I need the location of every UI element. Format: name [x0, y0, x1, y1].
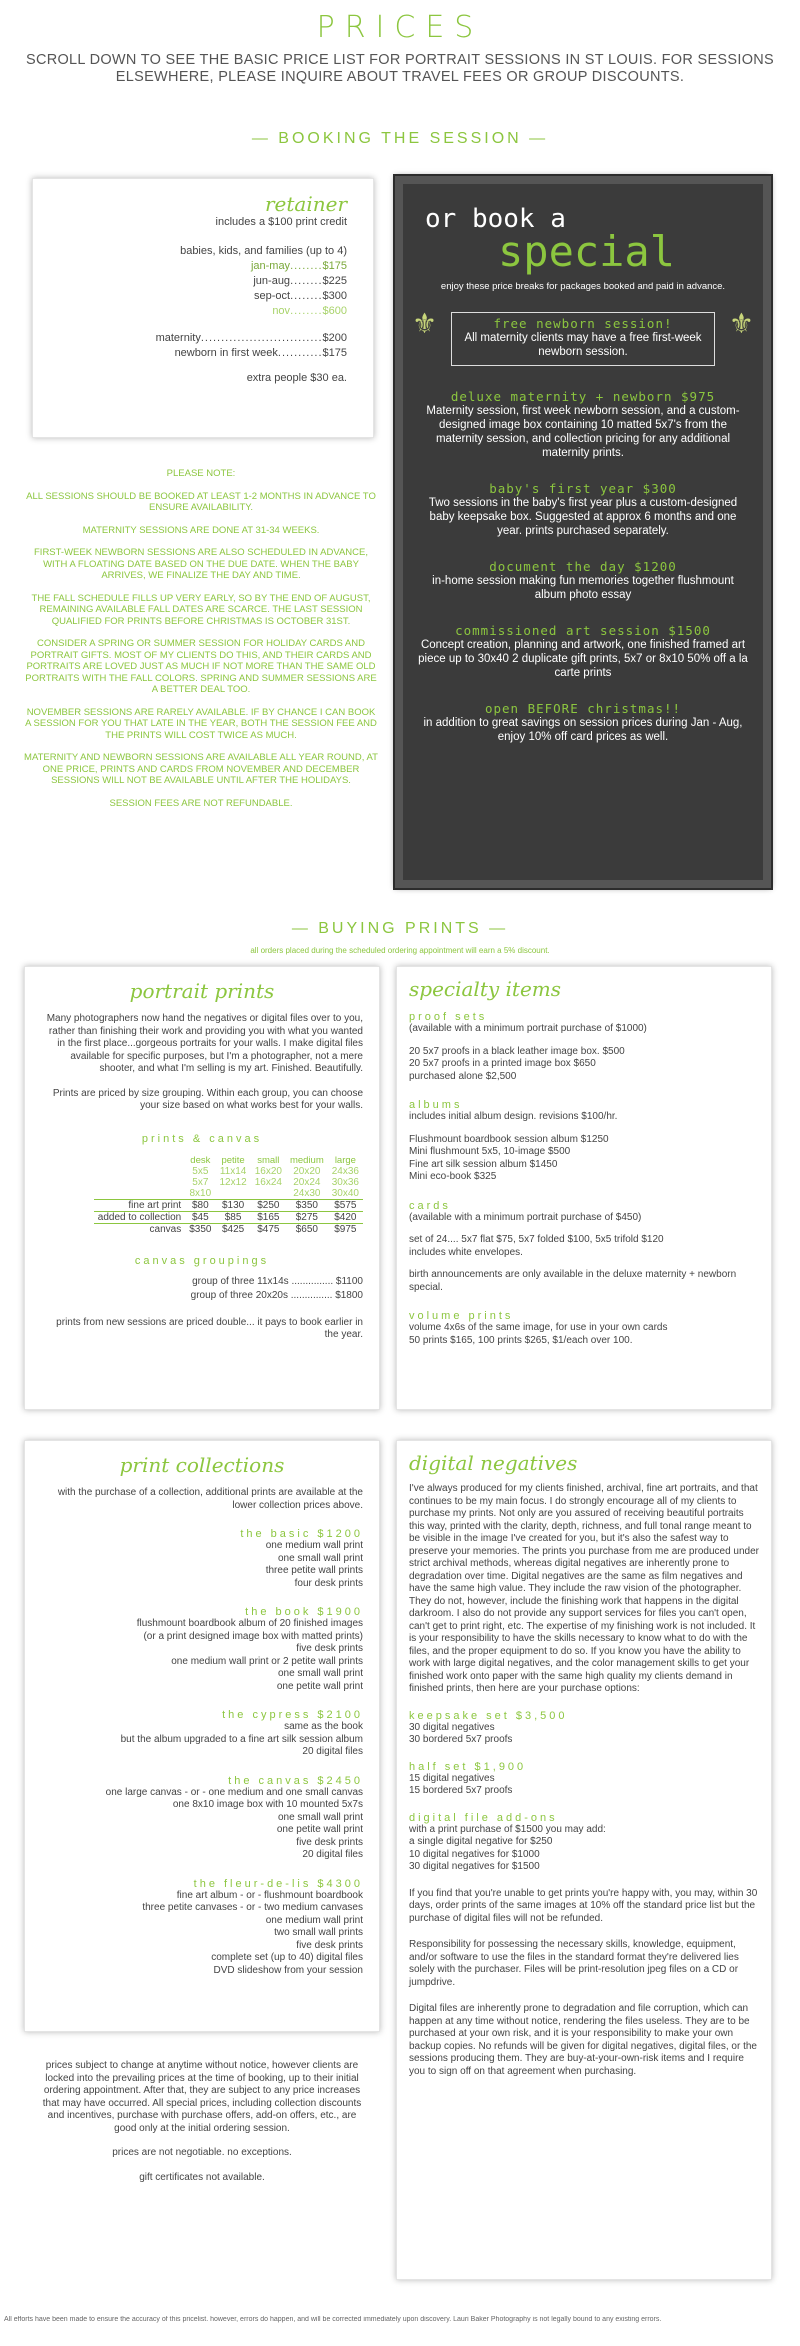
digital-set [409, 1710, 759, 1747]
extra-people: extra people $30 ea. [246, 372, 347, 384]
collection-item [41, 1878, 363, 1978]
collection-items [41, 1528, 363, 1977]
size-cell: 20x20 [293, 1165, 321, 1177]
size-cell: 24x30 [293, 1187, 321, 1199]
size-label-cell [94, 1177, 185, 1188]
specialty-line: purchased alone $2,500 [409, 1070, 517, 1082]
please-note [24, 468, 378, 820]
digital-set-line: 30 bordered 5x7 proofs [409, 1734, 513, 1745]
collection-line: complete set (up to 40) digital files [211, 1952, 363, 1963]
buying-heading: — BUYING PRINTS — [291, 920, 509, 937]
digital-title: digital negatives [409, 1451, 578, 1475]
specialty-section [409, 1099, 759, 1184]
collection-name: the basic $1200 [240, 1528, 363, 1540]
special-package [417, 390, 749, 460]
column-header: large [334, 1154, 356, 1166]
specialty-line: 50 prints $165, 100 prints $265, $1/each over 100. [409, 1334, 633, 1346]
specialty-items-card [396, 966, 772, 1410]
collection-name: the cypress $2100 [222, 1709, 363, 1721]
size-cell: 12x12 [219, 1176, 247, 1188]
digital-paragraphs [409, 1888, 759, 2079]
size-cell: 5x7 [192, 1176, 209, 1188]
size-cell [251, 1188, 286, 1200]
specialty-line: Mini flushmount 5x5, 10-image $500 [409, 1146, 571, 1157]
specialty-line [409, 1259, 759, 1269]
size-label-cell [94, 1166, 185, 1177]
package-name: baby's first year $300 [489, 481, 677, 496]
specialty-line: 20 5x7 proofs in a black leather image box. $500 [409, 1045, 625, 1057]
retainer-extra-row [33, 331, 347, 346]
package-text: in-home session making fun memories together flushmount album photo essay [432, 575, 734, 601]
size-cell: 30x40 [331, 1187, 359, 1199]
column-header: petite [221, 1154, 245, 1166]
collection-line: five desk prints [296, 1836, 363, 1848]
package-text: in addition to great savings on session prices during Jan - Aug, enjoy 10% off card prices as well. [423, 717, 743, 743]
note-paragraphs [24, 491, 378, 810]
collection-name: the book $1900 [245, 1606, 363, 1618]
digital-set-name: keepsake set $3,500 [409, 1709, 568, 1722]
portrait-title: portrait prints [129, 979, 275, 1003]
specialty-line: 20 5x7 proofs in a printed image box $650 [409, 1058, 596, 1069]
digital-set-name: digital file add-ons [409, 1811, 558, 1824]
specialty-line: birth announcements are only available in the deluxe maternity + newborn special. [409, 1269, 737, 1293]
retainer-row [33, 259, 347, 274]
specialty-line: Fine art silk session album $1450 [409, 1158, 558, 1170]
collection-line: three petite wall prints [265, 1565, 363, 1576]
collection-line: one small wall print [277, 1668, 363, 1679]
page-title: PRICES [316, 10, 484, 45]
retainer-title: retainer [264, 192, 347, 216]
note-paragraph: ALL SESSIONS SHOULD BE BOOKED AT LEAST 1-2 MONTHS IN ADVANCE TO ENSURE AVAILABILITY. [26, 490, 376, 513]
collection-item [41, 1775, 363, 1862]
grouping-label: group of three 11x14s [192, 1275, 289, 1287]
collection-line: one petite wall print [276, 1680, 363, 1692]
collection-name: the fleur-de-lis $4300 [193, 1877, 363, 1890]
special-title-b: special [498, 227, 676, 276]
retainer-extra-row [33, 346, 347, 361]
specialty-line: Flushmount boardbook session album $1250 [409, 1133, 609, 1145]
retainer-extra-label: newborn in first week [174, 347, 278, 359]
specialty-line: Mini eco-book $325 [409, 1171, 497, 1182]
price-cell: $350 [189, 1223, 212, 1235]
retainer-row [33, 274, 347, 289]
specialty-line: includes initial album design. revisions $100/hr. [409, 1111, 618, 1122]
size-cell: 11x14 [219, 1165, 247, 1177]
collections-footer-paragraph: prices subject to change at anytime without notice, however clients are locked into the prevailing prices at the time of booking, up to their initial ordering appointment. After that, they are subject to any price increases that may have occurred. All special prices, including collection discounts and incentives, purchase with purchase offers, add-on offers, etc., are good only at the initial ordering session. [42, 2060, 362, 2134]
collection-line: five desk prints [296, 1939, 363, 1951]
retainer-group: babies, kids, and families (up to 4) [180, 245, 347, 257]
retainer-row [33, 289, 347, 304]
price-cell: $475 [257, 1223, 280, 1235]
specialty-heading: proof sets [409, 1011, 488, 1023]
collection-name: the canvas $2450 [228, 1774, 363, 1787]
collection-line: flushmount boardbook album of 20 finished images [136, 1618, 363, 1629]
retainer-row-label: sep-oct [253, 290, 291, 302]
size-label-cell [94, 1188, 185, 1200]
leader-dots: ........ [290, 275, 323, 287]
leader-dots: .............................. [200, 332, 323, 344]
fleur-de-lis-icon-right: ⚜ [728, 308, 754, 339]
leader-dots: ........ [290, 290, 323, 302]
collection-line: three petite canvases - or - two medium canvases [142, 1902, 363, 1913]
price-table [94, 1155, 363, 1235]
collection-line: 20 digital files [302, 1849, 363, 1860]
digital-set-line: 15 digital negatives [409, 1772, 495, 1784]
digital-set [409, 1761, 759, 1798]
special-package [417, 482, 749, 538]
price-cell: $85 [224, 1211, 242, 1223]
price-cell: $350 [295, 1199, 318, 1211]
free-newborn-box [412, 308, 754, 366]
specialty-heading: cards [409, 1199, 451, 1212]
digital-set [409, 1812, 759, 1874]
collection-item [41, 1528, 363, 1590]
specialty-line [409, 1036, 759, 1046]
collection-line: 20 digital files [302, 1746, 363, 1757]
note-title: PLEASE NOTE: [166, 468, 236, 479]
portrait-intro2: Prints are priced by size grouping. Within each group, you can choose your size based on what works best for your walls. [52, 1087, 363, 1111]
collection-line: one small wall print [277, 1811, 363, 1823]
retainer-row-label: jun-aug [253, 275, 291, 287]
leader-dots: ............... [287, 1289, 336, 1301]
portrait-footer: prints from new sessions are priced double... it pays to book earlier in the year. [56, 1316, 363, 1340]
collection-line: but the album upgraded to a fine art silk session album [120, 1733, 363, 1745]
package-text: Two sessions in the baby's first year plus a custom-designed baby keepsake box. Suggested at approx 6 months and one year. prints purchased separately. [428, 497, 738, 537]
retainer-row-price: $300 [322, 290, 347, 302]
digital-set-line: a single digital negative for $250 [409, 1836, 553, 1847]
collection-line: one medium wall print or 2 petite wall prints [171, 1655, 363, 1667]
special-title-a: or book a [425, 204, 566, 234]
package-name: open BEFORE christmas!! [484, 701, 682, 716]
collection-line: one 8x10 image box with 10 mounted 5x7s [172, 1799, 363, 1810]
collection-line: one petite wall print [276, 1824, 363, 1835]
specialty-line: volume 4x6s of the same image, for use in your own cards [409, 1322, 668, 1333]
collections-title: print collections [119, 1453, 285, 1477]
collection-line: fine art album - or - flushmount boardbook [176, 1889, 363, 1901]
price-row-label: fine art print [128, 1199, 182, 1211]
note-paragraph: MATERNITY AND NEWBORN SESSIONS ARE AVAILABLE ALL YEAR ROUND, AT ONE PRICE, PRINTS AND CARDS FROM NOVEMBER AND DECEMBER SESSIONS WILL NOT BE AVAILABLE UNTIL AFTER THE HOLIDAYS. [24, 752, 378, 786]
size-cell: 5x5 [192, 1165, 209, 1177]
special-package [417, 560, 749, 602]
retainer-extra-price: $200 [322, 332, 347, 344]
digital-negatives-card [396, 1440, 772, 2280]
specialty-line [409, 1124, 759, 1134]
digital-set-line: with a print purchase of $1500 you may add: [409, 1823, 606, 1835]
collection-line: two small wall prints [274, 1927, 363, 1938]
collection-line: same as the book [284, 1721, 363, 1732]
column-header: small [257, 1154, 280, 1166]
retainer-extra-label: maternity [155, 332, 201, 344]
prints-canvas-heading: prints & canvas [141, 1132, 263, 1145]
price-cell: $275 [295, 1211, 318, 1223]
price-cell: $650 [295, 1223, 318, 1235]
price-cell: $130 [221, 1199, 245, 1211]
specialty-heading: albums [409, 1099, 463, 1111]
retainer-row [33, 304, 347, 319]
digital-set-name: half set $1,900 [409, 1760, 527, 1773]
retainer-row-price: $600 [322, 305, 347, 317]
leader-dots: ........ [290, 305, 323, 317]
collection-line: DVD slideshow from your session [213, 1964, 363, 1976]
package-name: document the day $1200 [489, 559, 677, 574]
leader-dots: ........... [277, 347, 323, 359]
size-cell: 20x24 [293, 1176, 321, 1188]
digital-set-line: 30 digital negatives for $1500 [409, 1861, 540, 1872]
note-paragraph: MATERNITY SESSIONS ARE DONE AT 31-34 WEEKS. [82, 524, 320, 536]
price-cell: $425 [221, 1223, 245, 1235]
digital-paragraph: If you find that you're unable to get prints you're happy with, you may, within 30 days, order prints of the same images at 10% off the standard price list but the purchase of digital files will not be refunded. [409, 1887, 758, 1924]
table-corner [94, 1155, 185, 1166]
grouping-price: $1100 [335, 1275, 363, 1287]
price-cell: $975 [334, 1223, 357, 1235]
specialty-line [409, 1224, 759, 1234]
price-cell: $80 [191, 1199, 209, 1211]
intro-text: SCROLL DOWN TO SEE THE BASIC PRICE LIST FOR PORTRAIT SESSIONS IN ST LOUIS. FOR SESSIONS ELSEWHERE, PLEASE INQUIRE ABOUT TRAVEL FEES OR GROUP DISCOUNTS. [25, 52, 775, 85]
grouping-row [41, 1275, 363, 1289]
specialty-line: set of 24.... 5x7 flat $75, 5x7 folded $100, 5x5 trifold $120 [409, 1234, 664, 1245]
size-cell: 30x36 [331, 1176, 359, 1188]
free-newborn-title: free newborn session! [493, 316, 673, 331]
retainer-rows [33, 259, 347, 319]
digital-set-line: 15 bordered 5x7 proofs [409, 1785, 513, 1796]
note-paragraph: CONSIDER A SPRING OR SUMMER SESSION FOR HOLIDAY CARDS AND PORTRAIT GIFTS. MOST OF MY CLIENTS DO THIS, AND THEIR CARDS AND PORTRAITS ARE LOVED JUST AS MUCH IF NOT MORE THAN THE SAME OLD PORTRAITS WITH THE FALL COLORS. SPRING AND SUMMER SESSIONS ARE A BETTER DEAL TOO. [25, 638, 377, 695]
collection-line: one small wall print [277, 1552, 363, 1564]
price-cell: $165 [257, 1211, 280, 1223]
specialty-heading: volume prints [409, 1310, 514, 1322]
collections-footer-paragraph: prices are not negotiable. no exceptions. [112, 2147, 292, 2158]
retainer-row-label: nov [272, 305, 291, 317]
note-paragraph: SESSION FEES ARE NOT REFUNDABLE. [109, 797, 293, 809]
price-cell: $45 [191, 1211, 209, 1223]
package-name: commissioned art session $1500 [455, 623, 711, 638]
leader-dots: ............... [288, 1275, 336, 1287]
canvas-groupings-heading: canvas groupings [134, 1254, 270, 1267]
retainer-extra-rows [33, 331, 347, 361]
footer-disclaimer: All efforts have been made to ensure the accuracy of this pricelist. however, errors do happen, and will be corrected immediately upon discovery. Lauri Baker Photography is not legally bound to any existing errors. [4, 2316, 662, 2323]
collection-item [41, 1606, 363, 1693]
note-paragraph: FIRST-WEEK NEWBORN SESSIONS ARE ALSO SCHEDULED IN ADVANCE, WITH A FLOATING DATE BASED ON THE DUE DATE. WHEN THE BABY ARRIVES, WE FINALIZE THE DAY AND TIME. [34, 547, 368, 581]
retainer-card [32, 178, 374, 438]
special-package [417, 624, 749, 680]
digital-intro: I've always produced for my clients finished, archival, fine art portraits, and that continues to be my main focus. I do strongly encourage all of my clients to purchase my prints. Not only are you assured of receiving beautiful portraits this way, printed with the clarity, depth, richness, and full tonal range meant to be visible in the image I've created for you, but it's also the safest way to preserve your memories. The prints you purchase from me are produced under strict archival methods, whereas digital negatives are inherently prone to degradation over time. Digital negatives are the same as film negatives and have the same high value. They include the raw vision of the photographer. They do not, however, include the finishing work that happens in the digital darkroom. I also do not provide any support services for files you can't open, can't get to print right, etc. The expertise of my finishing work is not included. It is your responsibility to have the skills necessary to know what to do with the files, and the proper equipment to do so. If you know you have the ability to work with large digital negatives, and the color management skills to get your finished work onto paper with the same high quality my clients demand in finished prints, then here are your purchase options: [409, 1483, 759, 1694]
retainer-row-label: jan-may [250, 260, 291, 272]
package-text: Maternity session, first week newborn session, and a custom-designed image box containing 10 matted 5x7's from the maternity session, and collection pricing for any additional maternity prints. [426, 405, 740, 459]
price-cell: $250 [257, 1199, 280, 1211]
size-cell: 24x36 [331, 1165, 359, 1177]
size-cell: 16x24 [254, 1176, 282, 1188]
portrait-prints-card [24, 966, 380, 1410]
package-text: Concept creation, planning and artwork, one finished framed art piece up to 30x40 2 duplicate gift prints, 5x7 or 8x10 50% off a la carte prints [418, 639, 748, 679]
leader-dots: ........ [290, 260, 323, 272]
digital-sets [409, 1710, 759, 1874]
collection-line: (or a print designed image box with matted prints) [143, 1630, 363, 1642]
grouping-price: $1800 [335, 1289, 363, 1301]
price-row-label: canvas [149, 1223, 182, 1235]
price-row-label: added to collection [97, 1211, 182, 1223]
special-packages [403, 390, 763, 744]
size-cell: 16x20 [254, 1165, 282, 1177]
size-cell: 8x10 [189, 1187, 212, 1199]
free-newborn-text: All maternity clients may have a free first-week newborn session. [464, 332, 702, 358]
retainer-subtitle: includes a $100 print credit [215, 216, 347, 228]
portrait-intro: Many photographers now hand the negatives or digital files over to you, rather than finishing their work and providing you with what you wanted in the first place...gorgeous portraits for your walls. I make digital files available for specific purposes, but I'm a photographer, not a mere shooter, and what I'm selling is my art. Finished. Beautifully. [46, 1013, 363, 1074]
specialty-line: (available with a minimum portrait purchase of $450) [409, 1211, 642, 1223]
retainer-extra-price: $175 [322, 347, 347, 359]
special-package [417, 702, 749, 744]
digital-set-line: 30 digital negatives [409, 1721, 495, 1733]
retainer-row-price: $175 [322, 260, 347, 272]
collection-line: one large canvas - or - one medium and one small canvas [105, 1786, 363, 1798]
collections-intro: with the purchase of a collection, additional prints are available at the lower collection prices above. [57, 1487, 363, 1511]
special-chalkboard [395, 176, 771, 888]
price-cell: $420 [334, 1211, 357, 1223]
package-name: deluxe maternity + newborn $975 [450, 389, 716, 404]
canvas-groupings [41, 1275, 363, 1303]
digital-paragraph: Responsibility for possessing the necessary skills, knowledge, equipment, and/or software to use the files in the standard format they're delivered lies solely with the purchaser. Files will be print-resolution jpeg files on a CD or jumpdrive. [409, 1939, 739, 1988]
column-header: desk [190, 1154, 211, 1166]
column-header: medium [289, 1154, 324, 1166]
buying-note: all orders placed during the scheduled ordering appointment will earn a 5% discount. [250, 946, 550, 955]
booking-heading: — BOOKING THE SESSION — [251, 130, 549, 147]
print-collections-card [24, 1440, 380, 2032]
special-subtitle: enjoy these price breaks for packages booked and paid in advance. [440, 281, 726, 292]
specialty-section [409, 1200, 759, 1295]
digital-set-line: 10 digital negatives for $1000 [409, 1848, 540, 1860]
price-cell: $575 [334, 1199, 357, 1211]
collection-line: five desk prints [296, 1643, 363, 1654]
collection-item [41, 1709, 363, 1759]
collection-line: four desk prints [294, 1577, 363, 1589]
collections-footer [40, 2060, 364, 2196]
specialty-section [409, 1011, 759, 1083]
digital-paragraph: Digital files are inherently prone to degradation and file corruption, which can happen at any time without notice, rendering the files useless. They are to be purchased at your own risk, and it is your responsibility to make your own backup copies. No refunds will be given for digital negatives, digital files, or the sessions producing them. They are buy-at-your-own-risk items and I require you to sign off on that agreement when purchasing. [409, 2003, 757, 2077]
specialty-line: includes white envelopes. [409, 1246, 523, 1258]
grouping-label: group of three 20x20s [190, 1289, 288, 1301]
specialty-sections [409, 1011, 759, 1347]
specialty-section [409, 1310, 759, 1347]
fleur-de-lis-icon-left: ⚜ [412, 308, 438, 339]
grouping-row [41, 1289, 363, 1303]
note-paragraph: THE FALL SCHEDULE FILLS UP VERY EARLY, SO BY THE END OF AUGUST, REMAINING AVAILABLE FALL DATES ARE SCARCE. THE LAST SESSION QUALIFIED FOR PRINTS BEFORE CHRISTMAS IS OCTOBER 31ST. [31, 592, 371, 627]
note-paragraph: NOVEMBER SESSIONS ARE RARELY AVAILABLE. IF BY CHANCE I CAN BOOK A SESSION FOR YOU THAT LATE IN THE YEAR, BOTH THE SESSION FEE AND THE PRINTS WILL COST TWICE AS MUCH. [25, 706, 377, 741]
collections-footer-paragraph: gift certificates not available. [139, 2171, 265, 2183]
retainer-row-price: $225 [322, 275, 347, 287]
specialty-title: specialty items [409, 977, 562, 1001]
collection-line: one medium wall print [265, 1540, 363, 1551]
specialty-line: (available with a minimum portrait purchase of $1000) [409, 1023, 647, 1034]
collection-line: one medium wall print [265, 1914, 363, 1926]
size-cell [215, 1188, 250, 1200]
